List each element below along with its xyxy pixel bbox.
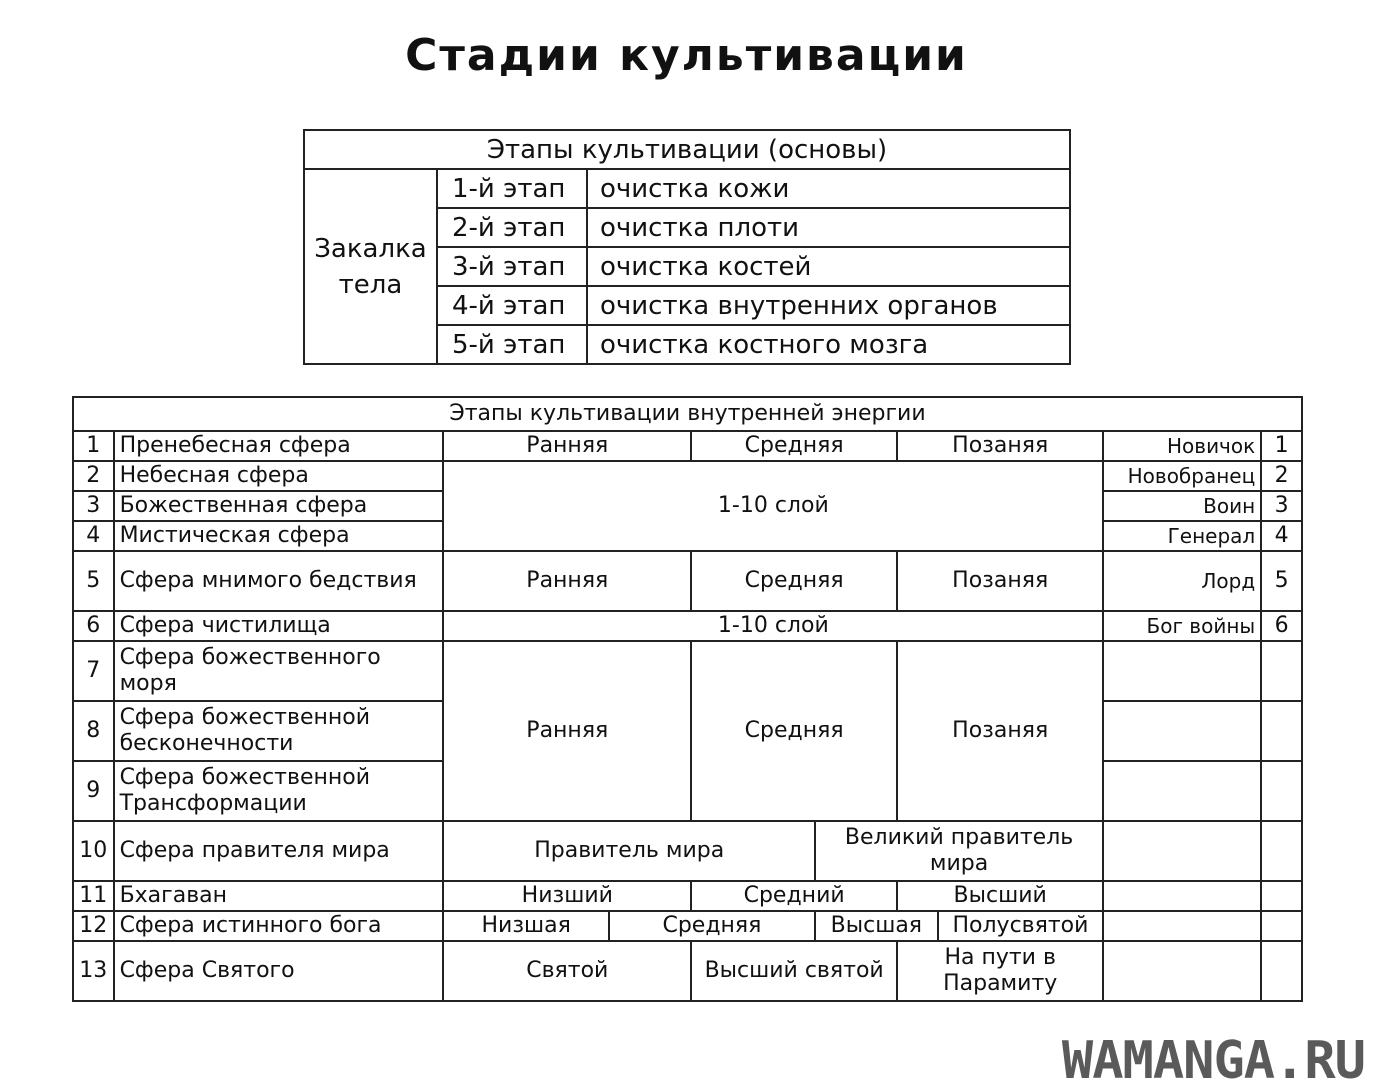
rank-name [1103, 701, 1261, 761]
rank-name: Генерал [1103, 521, 1261, 551]
row-number: 13 [73, 941, 114, 1001]
realm-name: Бхагаван [114, 881, 444, 911]
basics-desc: очистка костного мозга [587, 325, 1070, 364]
basics-desc: очистка костей [587, 247, 1070, 286]
realm-name: Сфера чистилища [114, 611, 444, 641]
great-ruler-cell: Великий правитель мира [815, 821, 1103, 881]
rank-number: 5 [1261, 551, 1302, 611]
basics-desc: очистка плоти [587, 208, 1070, 247]
rank-name [1103, 761, 1261, 821]
rank-number [1261, 881, 1302, 911]
realm-name: Мистическая сфера [114, 521, 444, 551]
phase-early: Ранняя [443, 431, 691, 461]
rank-number [1261, 941, 1302, 1001]
row-number: 2 [73, 461, 114, 491]
saint-cell: Святой [443, 941, 691, 1001]
realm-name: Небесная сфера [114, 461, 444, 491]
row-number: 11 [73, 881, 114, 911]
rank-name: Воин [1103, 491, 1261, 521]
realm-name: Сфера истинного бога [114, 911, 444, 941]
page-title: Стадии культивации [405, 30, 968, 81]
paramita-cell: На пути в Парамиту [897, 941, 1103, 1001]
phase-late: Позаняя [897, 551, 1103, 611]
row-number: 7 [73, 641, 114, 701]
rank-number [1261, 821, 1302, 881]
phase-late: Позаняя [897, 641, 1103, 821]
basics-stage: 4-й этап [437, 286, 587, 325]
high-saint-cell: Высший святой [691, 941, 897, 1001]
rank-number: 3 [1261, 491, 1302, 521]
middle-cell: Средняя [609, 911, 815, 941]
watermark-logo: WAMANGA.RU [1061, 1031, 1365, 1091]
rank-number: 2 [1261, 461, 1302, 491]
realm-name: Сфера божественной Трансформации [114, 761, 444, 821]
row-number: 6 [73, 611, 114, 641]
realm-name: Сфера божественной бесконечности [114, 701, 444, 761]
realm-name: Сфера Святого [114, 941, 444, 1001]
rank-number: 6 [1261, 611, 1302, 641]
layers-cell: 1-10 слой [443, 461, 1103, 551]
phase-middle: Средняя [691, 641, 897, 821]
lower-cell: Низшая [443, 911, 608, 941]
energy-table [72, 396, 1303, 1002]
upper-cell: Высший [897, 881, 1103, 911]
rank-name [1103, 941, 1261, 1001]
phase-early: Ранняя [443, 551, 691, 611]
realm-name: Сфера божественного моря [114, 641, 444, 701]
row-number: 1 [73, 431, 114, 461]
basics-group: Закалка тела [304, 169, 437, 364]
upper-cell: Высшая [815, 911, 938, 941]
realm-name: Сфера мнимого бедствия [114, 551, 444, 611]
phase-middle: Средняя [691, 431, 897, 461]
rank-name: Новичок [1103, 431, 1261, 461]
rank-name: Лорд [1103, 551, 1261, 611]
rank-number [1261, 701, 1302, 761]
energy-header: Этапы культивации внутренней энергии [73, 397, 1302, 431]
rank-name [1103, 641, 1261, 701]
row-number: 8 [73, 701, 114, 761]
basics-desc: очистка внутренних органов [587, 286, 1070, 325]
rank-number: 4 [1261, 521, 1302, 551]
basics-stage: 1-й этап [437, 169, 587, 208]
basics-desc: очистка кожи [587, 169, 1070, 208]
basics-header: Этапы культивации (основы) [304, 130, 1070, 169]
basics-stage: 3-й этап [437, 247, 587, 286]
realm-name: Божественная сфера [114, 491, 444, 521]
rank-name [1103, 881, 1261, 911]
basics-stage: 2-й этап [437, 208, 587, 247]
row-number: 10 [73, 821, 114, 881]
phase-middle: Средняя [691, 551, 897, 611]
realm-name: Прeнебесная сфера [114, 431, 444, 461]
row-number: 3 [73, 491, 114, 521]
rank-number [1261, 911, 1302, 941]
phase-late: Позаняя [897, 431, 1103, 461]
middle-cell: Средний [691, 881, 897, 911]
layers-cell: 1-10 слой [443, 611, 1103, 641]
rank-name: Бог войны [1103, 611, 1261, 641]
basics-stage: 5-й этап [437, 325, 587, 364]
rank-name [1103, 821, 1261, 881]
demi-saint-cell: Полусвятой [938, 911, 1103, 941]
row-number: 5 [73, 551, 114, 611]
rank-name: Новобранец [1103, 461, 1261, 491]
rank-number [1261, 761, 1302, 821]
phase-early: Ранняя [443, 641, 691, 821]
lower-cell: Низший [443, 881, 691, 911]
row-number: 4 [73, 521, 114, 551]
ruler-cell: Правитель мира [443, 821, 815, 881]
rank-name [1103, 911, 1261, 941]
row-number: 9 [73, 761, 114, 821]
rank-number: 1 [1261, 431, 1302, 461]
basics-table [303, 129, 1071, 365]
rank-number [1261, 641, 1302, 701]
row-number: 12 [73, 911, 114, 941]
realm-name: Сфера правителя мира [114, 821, 444, 881]
